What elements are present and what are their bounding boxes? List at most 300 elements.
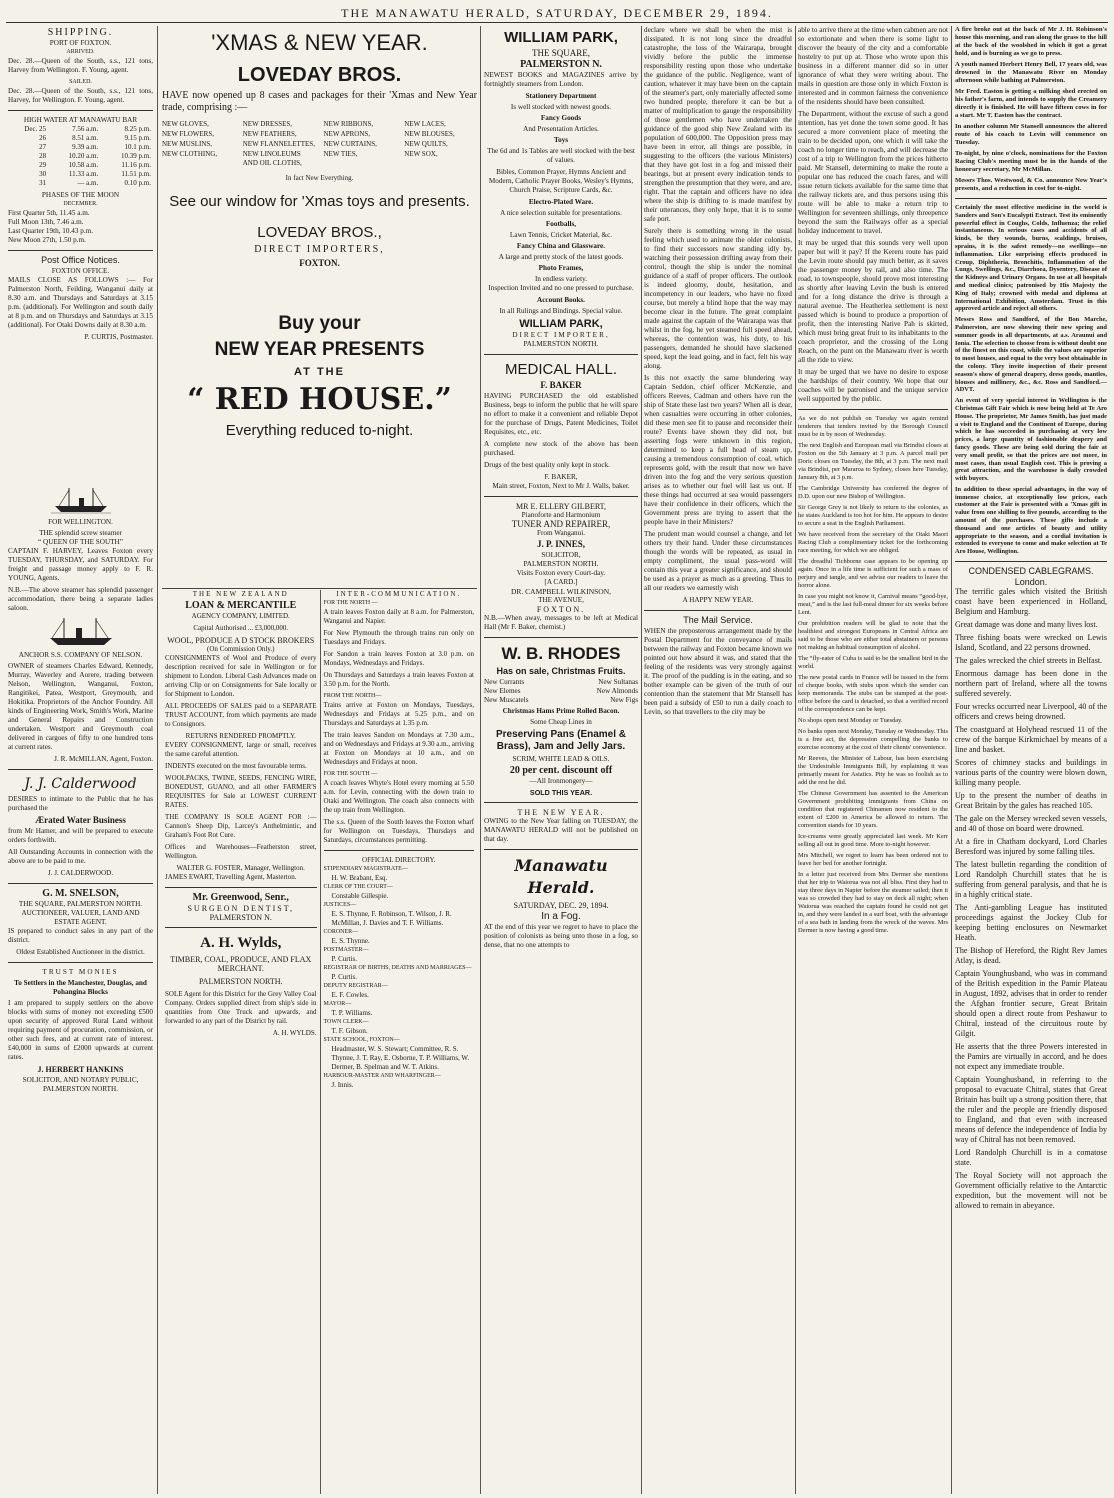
news-item: The new postal cards in France will be issued in the form of cheque books, with stubs upon which the sender can keep memoranda. The stubs can be stamped at the post-office before the card is detached, so that a verified record of the correspondence can be kept. (798, 674, 948, 713)
nz-capital: Capital Authorised ... £3,000,000. (193, 624, 289, 632)
wylds-text-2: SOLE Agent for this District for the Grey Valley Coal Company. Orders supplied direct from ship's side in quantities from One Truck and upwards, and forwarded to any part of the District by rail. (165, 990, 317, 1025)
divider (324, 850, 475, 851)
table-row (8, 134, 153, 143)
list-item: NEW BLOUSES, (404, 130, 455, 138)
moon-line: Last Quarter 19th, 10.43 p.m. (8, 227, 94, 235)
official-label: DEPUTY REGISTRAR— (323, 983, 388, 989)
baker-address: Main street, Foxton, Next to Mr J. Walls, baker. (492, 482, 630, 490)
wellington-heading: FOR WELLINGTON. (48, 518, 113, 526)
divider (8, 962, 153, 963)
happy-new-year: A HAPPY NEW YEAR. (682, 596, 754, 604)
list-item: NEW MUSLINS, (162, 140, 213, 148)
toys-heading: Toys (553, 136, 569, 144)
column-1 (8, 26, 153, 1494)
importers-line: DIRECT IMPORTERS, (254, 244, 385, 255)
tuner-line: TUNER AND REPAIRER, (511, 519, 611, 529)
column-divider (157, 26, 158, 1494)
table-row (8, 161, 153, 170)
snelson-text: IS prepared to conduct sales in any part of the district. (8, 927, 153, 944)
innes-role: SOLICITOR, (541, 551, 581, 559)
nz-returns: RETURNS RENDERED PROMPTLY. (185, 732, 296, 740)
wylds-heading: A. H. Wylds, (200, 935, 282, 951)
nz-text-4: INDENTS executed on the most favourable terms. (165, 762, 307, 770)
cable-item: The Anti-gambling League has instituted proceedings against the Jockey Club for keeping betting enclosures on Newmarket Heath. (955, 903, 1107, 943)
divider (8, 769, 153, 770)
card-label: [A CARD.] (544, 578, 578, 586)
cable-item: At a fire in Chatham dockyard, Lord Charles Beresford was injured by some falling tiles. (955, 837, 1107, 857)
article-paragraph: The Department, without the excuse of such a good intention, has yet done the town some good. It has secured a more convenient place of meeting the train to be decided upon, one which it will take the coach no longer time to reach, and will decrease the cost of a trip to Wellington from the prices hitherto paid. Mr Stansell, determining to make the route a popular one has reduced the coach fares, and will issue return tickets available for the same time that the railway tickets are, and thus persons using this route will be able to make a return trip to Wellington for seventeen shillings, only threepence beyond the sum the Railways offer as a special holiday inducement to travel. (798, 110, 948, 235)
divider (798, 409, 948, 410)
post-signature: P. CURTIS, Postmaster. (84, 333, 153, 341)
gilbert-heading: MR E. ELLERY GILBERT, (516, 502, 606, 511)
news-item: The dreadful Tichborne case appears to be opening up again. Once in a life time is sufficient for such a mass of perjury and tangle, and we advise our readers to leave the horror alone. (798, 558, 948, 589)
list-item: NEW QUILTS, (404, 140, 448, 148)
inter-text: A coach leaves Whyte's Hotel every morning at 5.50 a.m. for Levin, connecting with the down train to Otaki and Wellington. The coach also connects with the up train from Wellington. (323, 779, 474, 814)
nz-heading: THE NEW ZEALAND (192, 590, 289, 598)
anchor-steamer-illustration (8, 617, 153, 647)
official-value: Constable Gillespie. (331, 892, 389, 900)
column-divider (951, 26, 952, 1494)
fancy-heading: Fancy Goods (540, 114, 582, 122)
inter-text: For New Plymouth the through trains run only on Tuesdays and Fridays. (323, 629, 474, 646)
list-item: New Almonds (596, 687, 638, 695)
new-year-presents: NEW YEAR PRESENTS (214, 339, 425, 360)
fruit-column (484, 678, 558, 705)
official-value: Headmaster, W. S. Stewart; Committee, R. S. Thynne, J. T. Ray, E. Osborne, T. P. Williams, W. Dermer, B. Spelman and W. T. Atkins. (331, 1045, 470, 1071)
nz-subheading: AGENCY COMPANY, LIMITED. (191, 612, 290, 620)
footballs-text: Lawn Tennis, Cricket Material, &c. (509, 231, 613, 239)
red-house-title: “ RED HOUSE.” (187, 382, 452, 417)
fancy-text: And Presentation Articles. (523, 125, 599, 133)
cable-item: Up to the present the number of deaths in Great Britain by the gales has reached 105. (955, 791, 1107, 811)
table-cell: 30 (39, 170, 47, 178)
cable-item: The terrific gales which visited the British coast have been experienced in Holland, Belgium and Hamburg. (955, 587, 1107, 617)
official-value: P. Curtis. (331, 973, 357, 981)
london-heading: London. (1014, 577, 1048, 588)
snelson-heading: G. M. SNELSON, (42, 888, 119, 899)
divider (8, 883, 153, 884)
inter-heading: INTER-COMMUNICATION. (336, 590, 462, 598)
advert-item: Messrs Ross and Sandford, of the Bon Marche, Palmerston, are now showing their new spring and summer goods in all departments, at a.s. Araunui and Ionia. The selection to choose from is without doubt one of the finest on this coast, while the values are superior to most houses, and equal to the very best obtainable in the colony. They invite inspection of their present season's show of general drapery, dress goods, mantles, blouses and millinery, &c., &c. Ross and Sandford.—ADVT. (955, 316, 1107, 394)
ironmongery-line: —All Ironmongery— (529, 777, 593, 785)
wylds-text: TIMBER, COAL, PRODUCE, AND FLAX MERCHANT. (170, 955, 312, 973)
table-cell: — a.m. (77, 179, 99, 187)
anchor-heading: ANCHOR S.S. COMPANY OF NELSON. (18, 651, 143, 659)
rhodes-text: Has on sale, Christmas Fruits. (496, 666, 626, 676)
news-item: Messrs Thos. Westwood, & Co. announce New Year's presents, and a reduction in cost for to-night. (955, 177, 1107, 192)
baker-text-2: A complete new stock of the above has been purchased. (484, 440, 638, 457)
account-text: In all Rulings and Bindings. Special value. (499, 307, 623, 315)
wilkinson-avenue: THE AVENUE, (538, 596, 584, 604)
news-item: The “fly-eater of Cuba is said to be the smallest bird in the world. (798, 655, 948, 670)
official-value: J. Innis. (331, 1081, 354, 1089)
account-heading: Account Books. (537, 296, 585, 304)
wilkinson-heading: DR. CAMPBELL WILKINSON, (510, 587, 611, 596)
sailed-label: SAILED. (69, 79, 92, 85)
post-text: MAILS CLOSE AS FOLLOWS :— For Palmerston North, Feilding, Wanganui daily at 8.30 a.m. and Thursdays and Saturdays at 3.15 p.m. (additional). For Wellington and south daily at 8 p.m. and on Thursdays and Saturdays at 3.15 (additional). For Otaki Downs daily at 8.30 a.m. (8, 276, 153, 329)
wylds-place: PALMERSTON NORTH. (198, 977, 283, 986)
divider (955, 561, 1107, 562)
at-the: AT THE (294, 366, 345, 378)
news-item: No shops open next Monday or Tuesday. (798, 717, 903, 724)
nz-ewart: JAMES EWART, Travelling Agent, Masterton. (165, 873, 297, 881)
table-cell: 9.39 a.m. (72, 143, 99, 151)
cable-item: Great damage was done and many lives lost. (955, 620, 1098, 630)
cable-item: Scores of chimney stacks and buildings in various parts of the country were blown down, killing many people. (955, 758, 1107, 788)
official-value: E. S. Thynne, F. Robinson, T. Wilson, J. R. McMillan, J. Davies and T. F. Williams. (331, 910, 452, 927)
table-row (8, 125, 153, 134)
photo-heading: Photo Frames, (538, 264, 584, 272)
divider (8, 110, 153, 111)
table-row (8, 143, 153, 152)
column-2b (320, 590, 478, 1494)
buy-your: Buy your (278, 313, 361, 334)
herald-nameplate: Manawatu Herald. (514, 856, 608, 897)
spacer (162, 270, 477, 310)
official-label: CORONER— (323, 929, 359, 935)
moon-line: First Quarter 5th, 11.45 a.m. (8, 209, 90, 217)
china-heading: Fancy China and Glassware. (516, 242, 606, 250)
column-2-bottom (162, 590, 477, 1494)
divider (484, 354, 638, 355)
news-item: Mr Reeves, the Minister of Labour, has been exercising the Undesirable Immigrants Bill, by explaining it was primarily meant for Asiatics. Pity he was so foolish as to add the rest he did. (798, 755, 948, 786)
news-item: In case you might not know it, Carnival means “good-bye, meat,” and is the last full-meal dinner for six weeks before Lent. (798, 593, 948, 616)
park-place-2: PALMERSTON NORTH. (523, 340, 599, 348)
loveday-signature: LOVEDAY BROS., (257, 224, 382, 241)
mail-heading: The Mail Service. (683, 615, 753, 625)
news-item: In a letter just received from Mrs Dermer she mentions that her trip to Waiorua was not all bliss. First they had to stay three days in Napier before the steamer sailed; then it was so crowded they had to stay on deck all night; when Waiorua was reached the captain found he could not get in, and they were landed in a surf boat, with the advantage of a sea bath in landing from the wreck of the waves. Mrs Dermer is now having a good time. (798, 871, 948, 934)
goods-tail: In fact New Everything. (285, 174, 354, 182)
table-cell: 10.1 p.m. (124, 143, 151, 151)
table-cell: 11.16 p.m. (121, 161, 151, 169)
news-item: No banks open next Monday, Tuesday or Wednesday. This is a free act, the depression compelling the banks to exercise economy at the cost of their clients' convenience. (798, 728, 948, 751)
moon-line: Full Moon 13th, 7.46 a.m. (8, 218, 84, 226)
list-item: NEW CLOTHING, (162, 150, 218, 158)
trust-signature: J. HERBERT HANKINS (37, 1065, 124, 1074)
reduced-notice: Everything reduced to-night. (225, 422, 414, 439)
fog-heading: In a Fog. (541, 911, 581, 922)
fog-text: AT the end of this year we regret to have to place the position of colonists as being unto those in a fog, so dense, that no one attempts to (484, 923, 638, 949)
table-cell: 8.25 p.m. (124, 125, 151, 133)
inter-text: A train leaves Foxton daily at 8 a.m. for Palmerston, Wanganui and Napier. (323, 608, 474, 625)
table-cell: 11.51 p.m. (121, 170, 151, 178)
table-cell: 11.33 a.m. (68, 170, 99, 178)
cable-item: Lord Randolph Churchill is in a comatose state. (955, 1148, 1107, 1168)
wellington-note: N.B.—The above steamer has splendid passenger accommodation, there being a separate ladies saloon. (8, 586, 153, 612)
advert-item: Certainly the most effective medicine in the world is Sanders and Son's Eucalypti Extract. Test its eminently powerful effect in Coughs, Colds, Influenza; the relief instantaneous. In serious cases and accidents of all kinds, be they wounds, burns, scaldings, bruises, sprains, it is the safest remedy—no swellings—no inflammation. Like surprising effects produced in Croup, Diphtheria, Bronchitis, Inflammation of the Lungs, Swellings, &c., Diarrhoea, Dysentery, Disease of the Kidneys and Urinary Organs. In use at all hospitals and medical clinics; patronised by His Majesty the King of Italy; crowned with medal and diploma at International Exhibition, Amsterdam. Trust in this approved article and reject all others. (955, 204, 1107, 313)
toys-text: The 6d and 1s Tables are well stocked with the best of values. (487, 147, 635, 164)
post-subheading: FOXTON OFFICE. (51, 267, 110, 275)
trust-subheading: To Settlers in the Manchester, Douglas, and Pohangina Blocks (14, 979, 147, 996)
footballs-heading: Footballs, (545, 220, 577, 228)
inter-text: For Sandon a train leaves Foxton at 3.0 p.m. on Mondays, Wednesdays and Fridays. (323, 650, 474, 667)
divider (165, 887, 317, 888)
news-item: The next English and European mail via Brindisi closes at Foxton on the 5th January at 3 p.m. A parcel mail per Doric closes on Tuesday, the 8th, at 3 p.m. The next mail via Brindisi, per Mararoa to Sydney, closes here Tuesday, January 8th, at 3 p.m. (798, 442, 948, 481)
snelson-role: AUCTIONEER, VALUER, LAND AND ESTATE AGENT. (21, 909, 140, 926)
table-row (8, 170, 153, 179)
nz-commission: (On Commission Only.) (207, 645, 275, 653)
greenwood-place: PALMERSTON N. (209, 913, 272, 922)
calderwood-text-2: from Mr Hamer, and will be prepared to execute orders forthwith. (8, 827, 153, 844)
cable-item: Four wrecks occurred near Liverpool, 40 of the officers and crews being drowned. (955, 702, 1107, 722)
newyear-text: OWING to the New Year falling on TUESDAY, the MANAWATU HERALD will not be published on that day. (484, 817, 638, 843)
official-label: JUSTICES— (323, 902, 357, 908)
table-cell: 10.20 a.m. (68, 152, 99, 160)
park-heading: WILLIAM PARK, (504, 29, 618, 46)
official-label: CLERK OF THE COURT— (323, 884, 393, 890)
foxton-line: FOXTON. (299, 258, 340, 268)
pans-line: Preserving Pans (Enamel & Brass), Jam and Jelly Jars. (495, 729, 627, 752)
gilbert-text: Pianoforte and Harmonium (521, 511, 601, 519)
table-cell: 26 (39, 134, 47, 142)
list-item: NEW CURTAINS, (323, 140, 377, 148)
table-row (8, 152, 153, 161)
list-item: NEW FLOWERS, (162, 130, 214, 138)
news-item: Mr Fred. Easton is getting a milking shed erected on his father's farm, and intends to supply the Creamery directly it is finished. He will have fifteen cows in for a start. Mr T. Easton has the contract. (955, 88, 1107, 119)
inter-text: The s.s. Queen of the South leaves the Foxton wharf for Wellington on Tuesdays, Thursdays and Saturdays, circumstances permitting. (323, 818, 474, 844)
editorial-paragraph: Is this not exactly the same blundering way Captain Seddon, chief officer McKenzie, and officers Reeves, Cadman and others have run the ship of State these last two years? When all is dear, when casualties were occurring in other colonies, did these men see fit to pause and reconsider their route? Events have shown they did not, but asserting fogs were unknown in this region, determined to keep a full head of steam up, causing a tremendous consumption of coal, which represents gold, with the result that now we have driven into the fog and the very serious question arises as to whether our fuel will last us out. If these things had occurred at sea would passengers have their confidence in their officers, which the Government press are trying to assert that the people have in their Ministers? (644, 374, 792, 526)
top-rule (6, 22, 1108, 23)
anchor-signature: J. R. McMILLAN, Agent, Foxton. (54, 755, 153, 763)
calderwood-signature: J. J. CALDERWOOD. (47, 869, 114, 877)
cable-item: The coastguard at Holyhead rescued 11 of the crew of the barque Kirkmichael by means of a line and basket. (955, 725, 1107, 755)
cable-item: The Bishop of Hereford, the Right Rev James Atlay, is dead. (955, 946, 1107, 966)
table-cell: 29 (39, 161, 47, 169)
inter-text: On Thursdays and Saturdays a train leaves Foxton at 3.50 p.m. for the North. (323, 671, 474, 688)
nz-manager: WALTER G. FOSTER, Manager, Wellington. (176, 864, 305, 872)
column-divider (480, 26, 481, 1494)
advert-item: In addition to these special advantages, in the way of immense choice, at exceptionally low prices, each customer at the Fair is presented with a 'Xmas gift in value from one shilling to five pounds, according to the amount of the purchases. These gifts include a thousand and one articles of beauty and utility appropriate to the season, and a cordial invitation is extended to everyone to come and make selection at Te Aro House, Wellington. (955, 485, 1107, 556)
moon-line: New Moon 27th, 1.50 p.m. (8, 236, 86, 244)
nz-title: LOAN & MERCANTILE (185, 600, 297, 611)
anchor-text: OWNER of steamers Charles Edward, Kennedy, Murray, Waverley and Aorere, trading between Nelson, Wellington, Wanganui, Foxton, Rangitikei, Patea, Westport, Greymouth, and Hokitika. Proprietors of the Anchor Foundry. All kinds of Engineering Work, Smith's Work, Marine and General Repairs and Construction undertaken. Westport and Greymouth coal delivered in cargoes of fifty to one hundred tons at current rates. (8, 662, 153, 751)
news-item: As we do not publish on Tuesday we again remind tenderers that tenders invited by the Borough Council must be in by noon of Wednesday. (798, 415, 948, 438)
column-4 (644, 26, 792, 1494)
official-label: TOWN CLERK— (323, 1019, 369, 1025)
cable-item: The gale on the Mersey wrecked seven vessels, and 40 of those on board were drowned. (955, 814, 1107, 834)
steamer-icon (46, 617, 116, 647)
baker-heading: F. BAKER (540, 380, 582, 390)
table-cell: 9.15 p.m. (124, 134, 151, 142)
snelson-address: THE SQUARE, PALMERSTON NORTH. (18, 900, 143, 908)
news-item: In another column Mr Stansell announces the altered route of his coach to Levin will commence on Tuesday. (955, 123, 1107, 146)
cable-item: Captain Younghusband, in referring to the proposal to evacuate Chitral, states that Great Britain has built up a strong position there, that the ruler and the people are friendly disposed to England, and that even with increased means of defence the independence of India by way of Chitral has not been removed. (955, 1075, 1107, 1145)
news-item: Ice-creams were greatly appreciated last week. Mr Kerr selling all out in good time. More to-night however. (798, 833, 948, 848)
official-heading: OFFICIAL DIRECTORY. (362, 856, 436, 864)
news-item: Our prohibition readers will be glad to note that the healthiest and strongest Europeans in Central Africa are said to be those who are either total abstainers or persons not making an habitual consumption of alcohol. (798, 620, 948, 651)
wellington-line: THE splendid screw steamer (39, 529, 122, 537)
official-label: STIPENDIARY MAGISTRATE— (323, 866, 408, 872)
table-cell: 10.58 a.m. (68, 161, 99, 169)
list-item: NEW LACES, (404, 120, 446, 128)
official-label: REGISTRAR OF BIRTHS, DEATHS AND MARRIAGES— (323, 965, 472, 971)
xmas-heading: 'XMAS & NEW YEAR. (211, 30, 428, 55)
snelson-note: Oldest Established Auctioneer in the district. (16, 948, 145, 956)
nz-wool: WOOL, PRODUCE A D STOCK BROKERS (167, 636, 315, 645)
fruit-list (484, 678, 638, 705)
inter-text: Trains arrive at Foxton on Mondays, Tuesdays, Wednesdays and Fridays at 5.25 p.m., and on Thursdays and Saturdays at 1.35 p.m. (323, 701, 474, 727)
cable-item: The latest bulletin regarding the condition of Lord Randolph Churchill states that he is suffering from general paralysis, and that he is in a highly critical state. (955, 860, 1107, 900)
park-books: NEWEST BOOKS and MAGAZINES arrive by fortnightly steamers from London. (484, 71, 638, 88)
column-5 (798, 26, 948, 1494)
list-item: NEW TIES, (323, 150, 358, 158)
cablegrams-heading: CONDENSED CABLEGRAMS. (968, 566, 1094, 577)
list-item: NEW LINOLEUMS AND OIL CLOTHS, (242, 150, 302, 167)
news-item: Sir George Grey is not likely to return to the colonies, as he states Auckland is too hot for him. He appears to desire to secure a seat in the English Parliament. (798, 504, 948, 527)
list-item: New Sultanas (598, 678, 638, 686)
divider (484, 849, 638, 850)
park-place: PALMERSTON N. (520, 59, 602, 70)
wellington-text: CAPTAIN F. HARVEY, Leaves Foxton every TUESDAY, THURSDAY, and SATURDAY. For freight and passage money apply to F. R. YOUNG, Agents. (8, 547, 153, 582)
official-label: HARBOUR-MASTER AND WHARFINGER— (323, 1073, 441, 1079)
editorial-paragraph: The prudent man would counsel a change, and let others try their hand. Under these circumstances though the words will be repeated, as usual in empty compliment, the usual pass-word will contain this year a greater significance, and should be used as a prayer as much as a greeting. Thus to all our readers we earnestly wish (644, 530, 792, 592)
cable-item: The gales wrecked the chief streets in Belfast. (955, 656, 1103, 666)
moon-subheading: DECEMBER. (63, 201, 98, 207)
wilkinson-note: N.B.—When away, messages to be left at Medical Hall (Mr F. Baker, chemist.) (484, 614, 638, 631)
scrim-line: SCRIM, WHITE LEAD & OILS. (512, 755, 610, 763)
column-2a (162, 590, 320, 1494)
innes-visit: Visits Foxton every Court-day. (516, 569, 606, 577)
list-item: New Muscatels (484, 696, 529, 704)
wilkinson-place: FOXTON. (536, 605, 586, 614)
divider (955, 198, 1107, 199)
calderwood-heading: J. J. Calderwood (24, 776, 137, 792)
calderwood-business: Ærated Water Business (35, 815, 126, 825)
cable-item: Captain Younghusband, who was in command of the British expedition in the Pamir Plateau in August, 1892, advises that in order to render the Afghan frontier secure, Great Britain should open a direct route from Peshawur to Chitral, instead of the circuitous route by Gilgit. (955, 969, 1107, 1039)
park-signature: WILLIAM PARK, (519, 318, 603, 330)
arrived-text: Dec. 28.—Queen of the South, s.s., 121 tons, Harvey from Wellington. F. Young, agent. (8, 57, 153, 74)
divider (644, 610, 792, 611)
calderwood-text: DESIRES to intimate to the Public that he has purchased the (8, 795, 153, 812)
sold-line: SOLD THIS YEAR. (529, 788, 593, 797)
stationery-heading: Stationery Department (525, 92, 597, 100)
table-cell: 8.51 a.m. (72, 134, 99, 142)
sailed-text: Dec. 28.—Queen of the South, s.s., 121 tons, Harvey, for Wellington. F. Young, agent. (8, 87, 153, 104)
advert-item: An event of very special interest in Wellington is the Christmas Gift Fair which is now being held at Te Aro House. The proprietor, Mr James Smith, has just made a visit to England and the Continent of Europe, during which he has succeeded in purchasing at very low prices, a large quantity of fashionable drapery and fancy goods. These are being sold during the fair at very small profit, so that the prices are not more, in most cases, than usual English cost. This is proving a great attraction, and the warehouse is daily crowded with buyers. (955, 397, 1107, 483)
inter-north: FOR THE NORTH — (323, 600, 378, 606)
park-square: THE SQUARE, (532, 48, 590, 58)
official-value: T. F. Gibson. (331, 1027, 368, 1035)
steamer-illustration (8, 486, 153, 514)
stationery-text: Is well stocked with newest goods. (510, 103, 612, 111)
table-cell: 27 (39, 143, 47, 151)
nz-text-6: THE COMPANY IS SOLE AGENT FOR :—Cannon's Sheep Dip, Larcey's Anthelmintic, and Graham's Foot Rot Cure. (165, 813, 317, 839)
divider (162, 588, 477, 589)
column-2-top (162, 26, 477, 586)
inter-text: The train leaves Sandon on Mondays at 7.30 a.m., and on Wednesdays and Fridays at 9.30 a.m., arriving at Foxton on Mondays at 10 a.m., and on Wednesdays and Fridays at noon. (323, 731, 474, 766)
nz-text: CONSIGNMENTS of Wool and Produce of every description received for sale in Wellington or for shipment to London. Liberal Cash Advances made on arriving Clip or on Consignments for Sale locally or for Shipment to London. (165, 654, 317, 698)
divider (484, 637, 638, 638)
arrived-label: ARRIVED. (66, 49, 95, 55)
shipping-heading: SHIPPING. (47, 27, 114, 38)
innes-heading: J. P. INNES, (537, 539, 585, 549)
rhodes-heading: W. B. RHODES (501, 644, 621, 663)
column-6 (955, 26, 1107, 1494)
news-item: We have received from the secretary of the Otaki Maori Racing Club a complimentary ticket for the forthcoming race meeting, for which we are obliged. (798, 531, 948, 554)
column-3 (484, 26, 638, 1494)
nz-text-7: Offices and Warehouses—Featherston street, Wellington. (165, 843, 317, 860)
official-label: STATE SCHOOL, FOXTON— (323, 1037, 400, 1043)
calderwood-text-3: All Outstanding Accounts in connection with the above are to be paid to me. (8, 848, 153, 865)
masthead: THE MANAWATU HERALD, SATURDAY, DECEMBER 29, 1894. (341, 6, 773, 20)
tide-heading: HIGH WATER AT MANAWATU BAR (23, 116, 138, 124)
surgeon-line: SURGEON DENTIST, (187, 904, 294, 913)
official-value: E. F. Cowles. (331, 991, 369, 999)
column-divider (795, 26, 796, 1494)
table-cell: 0.10 p.m. (124, 179, 151, 187)
news-item: The Chinese Government has assented to the American Government prohibiting immigrants from China on condition that registered Chinamen now resident to the extent of £200 in America be allowed to return. The convention stands for 10 years. (798, 790, 948, 829)
official-value: P. Curtis. (331, 955, 357, 963)
divider (165, 927, 317, 928)
news-item: A fire broke out at the back of Mr J. H. Robinson's house this morning, and ran along the grass to the hill at the back of the woolshed in which it got a great hold, and is burning as we go to press. (955, 26, 1107, 57)
post-heading: Post Office Notices. (41, 255, 120, 265)
official-value: H. W. Brabant, Esq. (331, 874, 388, 882)
list-item: NEW GLOVES, (162, 120, 209, 128)
table-cell: 10.39 p.m. (121, 152, 151, 160)
baker-signature: F. BAKER, (544, 473, 578, 481)
official-value: T. P. Williams. (331, 1009, 373, 1017)
cable-item: The Royal Society will not approach the Government officially relative to the Antarctic expedition, but the movement will not be allowed to remain in abeyance. (955, 1171, 1107, 1211)
tide-table (8, 125, 153, 188)
trust-heading: TRUST MONIES (42, 968, 119, 976)
loveday-text: HAVE now opened up 8 cases and packages for their 'Xmas and New Year trade, comprising :— (162, 90, 477, 113)
list-item: NEW SOX, (404, 150, 438, 158)
greenwood-heading: Mr. Greenwood, Senr., (192, 892, 289, 903)
divider (484, 496, 638, 497)
baker-text-3: Drugs of the best quality only kept in stock. (484, 461, 610, 469)
innes-place: PALMERSTON NORTH. (523, 560, 599, 568)
goods-list (162, 120, 477, 168)
baker-text: HAVING PURCHASED the old established Business, begs to inform the public that he will spare no effort to make it a convenient and reliable Depot for the purchase of Drugs, Patent Medicines, Toilet Requisites, etc., etc. (484, 392, 638, 436)
list-item: NEW DRESSES, (242, 120, 293, 128)
table-row (8, 179, 153, 188)
loveday-heading: LOVEDAY BROS. (237, 64, 402, 86)
window-notice: See our window for 'Xmas toys and presents. (169, 193, 470, 210)
cable-item: He asserts that the three Powers interested in the Pamirs are virtually in accord, and he does not expect any immediate trouble. (955, 1042, 1107, 1072)
wylds-signature: A. H. WYLDS. (272, 1029, 317, 1037)
list-item: NEW FLANNELETTES, (242, 140, 315, 148)
electro-text: A nice selection suitable for presentations. (500, 209, 622, 217)
hams-line: Christmas Hams Prime Rolled Bacon. (502, 707, 620, 715)
article-paragraph: able to arrive there at the time when cabmen are not so extortionate and when there is some light to discover the beauty of the city and a comfortable hostelry to put up at. Those who wrote upon this business in a different manner did so in utter ignorance of what they were writing about. The mails in question are those only in which Foxton is interested and in common fairness the convenience of the residents should have been consulted. (798, 26, 948, 106)
inter-south: FOR THE SOUTH — (323, 771, 378, 777)
steamer-icon (51, 486, 111, 514)
photo-text: In endless variety. (534, 275, 588, 283)
herald-date: SATURDAY, DEC. 29, 1894. (513, 901, 609, 910)
list-item: New Figs (610, 696, 638, 704)
newyear-heading: THE NEW YEAR. (517, 808, 605, 817)
trust-signature-place: PALMERSTON NORTH. (42, 1085, 119, 1093)
divider (8, 250, 153, 251)
table-cell: 31 (39, 179, 47, 187)
bibles-text: Bibles, Common Prayer, Hymns Ancient and Modern, Catholic Prayer Books, Wesley's Hymns, Church Praise, Scripture Cards, &c. (488, 168, 634, 194)
cable-item: Enormous damage has been done in the northern part of Ireland, where all the towns suffered severely. (955, 669, 1107, 699)
medical-heading: MEDICAL HALL. (505, 361, 617, 378)
mail-text: WHEN the preposterous arrangement made by the Postal Department for the conveyance of mails between the railway and Foxton became known we pointed out how absurd it was, and stated that the feeling of the residents was very strongly against it. The proof of the pudding is in the eating, and so bother example can be given of the truth of our contention than the statement that Mr Stansell has been paid a subsidy of £50 to run a daily coach to Levin, so that travellers to the city may be (644, 627, 792, 716)
news-item: Mrs Mitchell, we regret to learn has been ordered not to leave her bed for another fortnight. (798, 852, 948, 867)
cable-item: Three fishing boats were wrecked on Lewis Island, Scotland, and 22 persons drowned. (955, 633, 1107, 653)
trust-text: I am prepared to supply settlers on the above blocks with sums of money not exceeding £500 upon security of approved Rural Land without requiring payment of procuration, commission, or other such fees, and at current rate of interest. £40,000 in sums of £2000 upwards at current rates. (8, 999, 153, 1061)
list-item: NEW APRONS, (323, 130, 371, 138)
table-cell: 28 (39, 152, 47, 160)
list-item: New Elemes (484, 687, 521, 695)
electro-heading: Electro-Plated Ware. (528, 198, 594, 206)
tuner-origin: From Wanganui. (537, 529, 585, 537)
list-item: NEW FEATHERS, (242, 130, 297, 138)
nz-text-5: WOOLPACKS, TWINE, SEEDS, FENCING WIRE, BONEDUST, GUANO, and all other FARMER'S REQUISITES for Sale at LOWEST CURRENT RATES. (165, 774, 317, 809)
discount-line: 20 per cent. discount off (509, 765, 613, 776)
port-heading: PORT OF FOXTON. (49, 39, 112, 47)
